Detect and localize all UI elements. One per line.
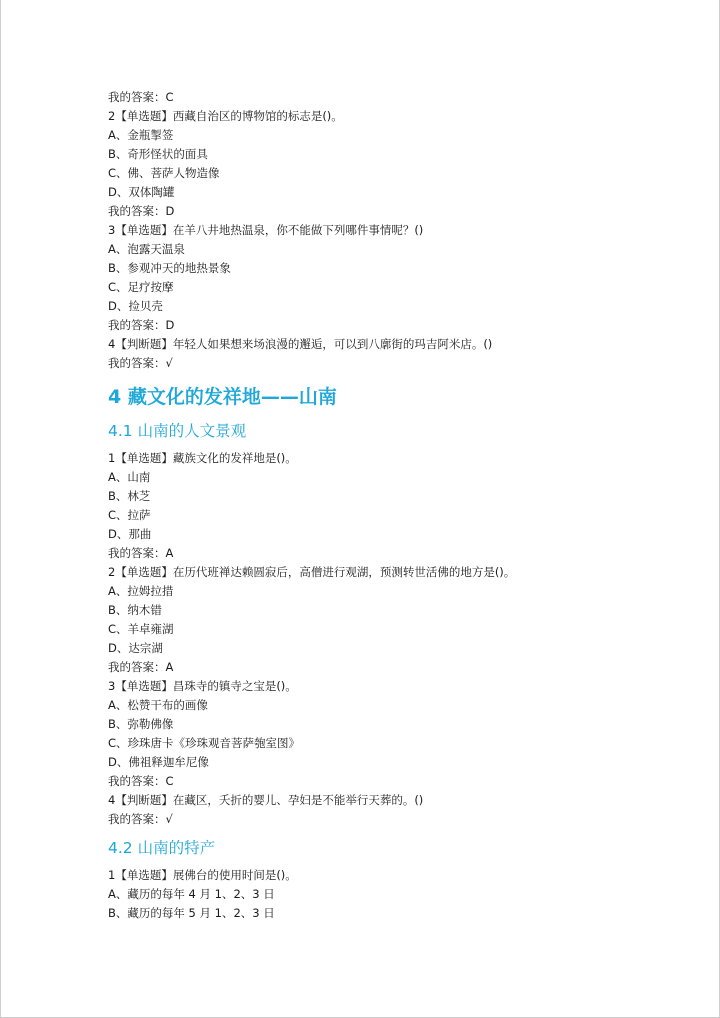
question-line: 3【单选题】昌珠寺的镇寺之宝是()。 bbox=[108, 679, 297, 693]
option-line: B、弥勒佛像 bbox=[108, 717, 174, 731]
section-heading: 4.2 山南的特产 bbox=[108, 839, 216, 857]
option-line: A、拉姆拉措 bbox=[108, 584, 174, 598]
option-line: C、拉萨 bbox=[108, 508, 151, 522]
option-line: B、纳木错 bbox=[108, 603, 162, 617]
question-line: 4【判断题】在藏区，夭折的婴儿、孕妇是不能举行天葬的。() bbox=[108, 793, 424, 807]
answer-line: 我的答案：C bbox=[108, 774, 174, 788]
question-line: 3【单选题】在羊八井地热温泉，你不能做下列哪件事情呢？() bbox=[108, 223, 424, 237]
option-line: C、羊卓雍湖 bbox=[108, 622, 174, 636]
option-line: A、泡露天温泉 bbox=[108, 242, 185, 256]
section-4-2-body bbox=[108, 866, 668, 923]
option-line: C、足疗按摩 bbox=[108, 280, 174, 294]
option-line: D、达宗湖 bbox=[108, 641, 163, 655]
answer-line: 我的答案：√ bbox=[108, 356, 173, 370]
option-line: A、山南 bbox=[108, 470, 151, 484]
option-line: B、奇形怪状的面具 bbox=[108, 147, 208, 161]
chapter-heading: 4 藏文化的发祥地——山南 bbox=[108, 386, 337, 408]
answer-line: 我的答案：C bbox=[108, 90, 174, 104]
answer-line: 我的答案：D bbox=[108, 204, 175, 218]
page-border-left bbox=[0, 0, 1, 1018]
option-line: A、松赞干布的画像 bbox=[108, 698, 208, 712]
answer-line: 我的答案：√ bbox=[108, 812, 173, 826]
question-line: 1【单选题】藏族文化的发祥地是()。 bbox=[108, 451, 297, 465]
option-line: D、佛祖释迦牟尼像 bbox=[108, 755, 209, 769]
question-line: 2【单选题】西藏自治区的博物馆的标志是()。 bbox=[108, 109, 343, 123]
option-line: D、双体陶罐 bbox=[108, 185, 175, 199]
option-line: B、藏历的每年 5 月 1、2、3 日 bbox=[108, 906, 275, 920]
section3-tail bbox=[108, 88, 668, 373]
option-line: D、捡贝壳 bbox=[108, 299, 163, 313]
answer-line: 我的答案：A bbox=[108, 546, 174, 560]
option-line: A、藏历的每年 4 月 1、2、3 日 bbox=[108, 887, 275, 901]
question-line: 2【单选题】在历代班禅达赖圆寂后，高僧进行观湖，预测转世活佛的地方是()。 bbox=[108, 565, 516, 579]
option-line: A、金瓶掣签 bbox=[108, 128, 174, 142]
option-line: B、林芝 bbox=[108, 489, 151, 503]
answer-line: 我的答案：A bbox=[108, 660, 174, 674]
answer-line: 我的答案：D bbox=[108, 318, 175, 332]
document-body bbox=[108, 88, 668, 923]
option-line: C、珍珠唐卡《珍珠观音菩萨匏室图》 bbox=[108, 736, 301, 750]
section-heading: 4.1 山南的人文景观 bbox=[108, 422, 247, 440]
question-line: 4【判断题】年轻人如果想来场浪漫的邂逅，可以到八廓街的玛吉阿米店。() bbox=[108, 337, 493, 351]
section-4-1-body bbox=[108, 449, 668, 829]
question-line: 1【单选题】展佛台的使用时间是()。 bbox=[108, 868, 297, 882]
option-line: D、那曲 bbox=[108, 527, 152, 541]
option-line: C、佛、菩萨人物造像 bbox=[108, 166, 220, 180]
option-line: B、参观冲天的地热景象 bbox=[108, 261, 231, 275]
